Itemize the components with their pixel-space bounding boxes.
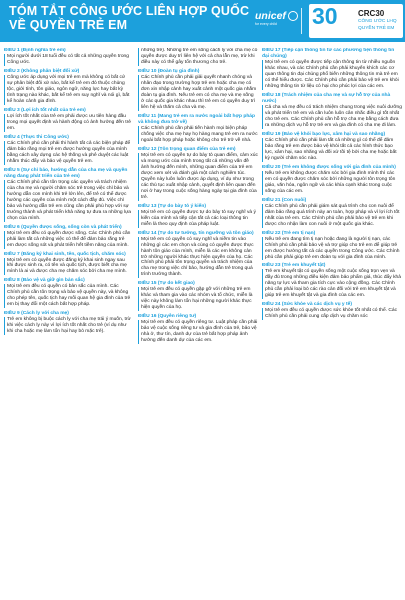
article-item: [4, 311, 132, 335]
article-text: Mọi trẻ em có quyền tự do bày tỏ quan điểm, cảm xúc và mong ước của mình trong tất cả những vấn đề ảnh hưởng đến mình, những quan điểm của trẻ em được xem xét và đánh giá một cách nghiêm túc. Quyền này luôn luôn được áp dụng, ví dụ như trong các thủ tục xuất nhập cảnh, quyết định liên quan đến nơi ở hay trong cuộc sống hàng ngày tại gia đình của trẻ.: [138, 153, 258, 201]
globe-icon: [288, 11, 298, 21]
article-text: Các Chính phủ cần phải tiến hành mọi biện pháp chống việc cha mẹ hay họ hàng mang trẻ em ra nước ngoài bất hợp pháp hoặc không cho trẻ trở về nhà.: [138, 126, 258, 144]
article-text: Mọi trẻ em có quyền có suy nghĩ và niềm tin vào những gì các em chọn và cùng có quyền được thực hành tôn giáo của mình, miễn là các em không cản trở những người khác thực hiện quyền của họ. Các Chính phủ phải tôn trọng quyền và trách nhiệm của cha mẹ trong việc chỉ bảo, hướng dẫn trẻ trong quá trình trưởng thành.: [138, 237, 258, 279]
article-item: [4, 278, 132, 308]
article-text: Mọi trẻ em đều có quyền gặp gỡ với những trẻ em khác và tham gia vào các nhóm và tổ chức, miễn là việc này không làm tổn hại những người khác thực hiện quyền của họ.: [138, 287, 258, 311]
article-text: Mọi trẻ em có quyền được tiếp cận thông tin từ nhiều nguồn khác nhau, và các Chính phủ cần phải khuyến khích các cơ quan thông tin đại chúng phổ biến những thông tin mà trẻ em có thể hiểu được. Các Chính phủ cần phải bảo vệ trẻ em khỏi những thông tin từ liệu có hại cho phúc lợi của các em.: [262, 60, 402, 90]
article-text: Mọi trẻ em có quyền được tự do bày tỏ suy nghĩ và ý kiến của mình và tiếp cận tất cả các loại thông tin miễn là theo quy định của pháp luật.: [138, 210, 258, 228]
logo-divider: [301, 8, 302, 34]
article-item: [138, 281, 258, 311]
crc-subtitle-1: CÔNG ƯỚC LHQ: [358, 19, 397, 24]
article-title: ĐIỀU 4 (Thực thi Công ước): [4, 134, 69, 140]
article-text: Nếu trẻ em đang tìm tị nạn hoặc đang là người tị nạn, các Chính phủ cần phải bảo vệ và trợ giúp cho trẻ em để giúp trẻ em được hưởng tất cả các quyền trong Công ước. Các Chính phủ cần phải giúp trẻ em đoàn tụ với gia đình của mình.: [262, 237, 402, 261]
article-title: ĐIỀU 16 (Quyền riêng tư): [138, 314, 197, 320]
article-title: ĐIỀU 15 (Tự do kết giao): [138, 281, 195, 287]
article-title: ĐIỀU 19 (Bảo vệ khỏi bạo lực, xâm hại và sao nhãng): [262, 131, 386, 137]
article-text: Trẻ em không bị buộc cách ly với cha mẹ trái ý muốn, trừ khi việc cách ly này vì lợi ích tốt nhất cho trẻ (ví dụ như khi cha hoặc mẹ làm tổn hại hay bỏ mặc trẻ).: [4, 317, 132, 335]
article-title: ĐIỀU 23 (Trẻ em khuyết tật): [262, 263, 326, 269]
unicef-logo: [255, 10, 298, 26]
article-item: [4, 48, 132, 66]
article-item: [262, 231, 402, 261]
article-text: Các Chính phủ cần tôn trọng các quyền và trách nhiệm của cha mẹ và người chăm sóc trẻ trong việc chỉ bảo và hướng dẫn con mình khi trẻ lớn lên, để trẻ có thể được hưởng các quyền của mình một cách đầy đủ. Việc chỉ bảo và hướng dẫn trẻ em cũng cần phải phù hợp với sự trưởng thành và phát triển khả năng tự đưa ra những lựa chọn của mình.: [4, 180, 132, 222]
article-text: Mọi trẻ em có quyền được đăng ký khai sinh ngay sau khi được sinh ra, có tên và quốc tịch, được biết cha mẹ mình là ai và được cha mẹ chăm sóc bởi cha mẹ mình.: [4, 258, 132, 276]
article-title: ĐIỀU 22 (Trẻ em tị nạn): [262, 230, 316, 236]
articles-column-1: [4, 48, 132, 598]
article-item: [138, 48, 258, 66]
article-text: Mọi người dưới 18 tuổi đều có tất cả những quyền trong Công ước.: [4, 54, 132, 66]
article-title: ĐIỀU 2 (Không phân biệt đối xử): [4, 68, 80, 74]
article-item: [262, 48, 402, 90]
articles-column-2: [138, 48, 258, 598]
article-item: [262, 132, 402, 162]
article-title: ĐIỀU 18 (Trách nhiệm của cha mẹ và sự hỗ trợ của nhà nước): [262, 92, 391, 104]
article-text: Lợi ích tốt nhất của trẻ em phải được ưu tiên hàng đầu trong mọi quyết định và hành động có ảnh hưởng đến trẻ em.: [4, 114, 132, 132]
article-text: Các Chính phủ cần phải làm tất cả những gì có thể để đảm bảo rằng trẻ em được bảo vệ khỏi tất cả các hình thức bạo lực, xâm hại, sao nhãng và đối xử tồi tệ bởi cha mẹ hoặc bất kỳ người chăm sóc nào.: [262, 138, 402, 162]
article-item: [138, 314, 258, 344]
article-title: ĐIỀU 17 (Tiếp cận thông tin từ các phương tiện thông tin đại chúng): [262, 48, 395, 59]
unicef-tagline: for every child: [255, 22, 277, 26]
article-title: ĐIỀU 13 (Tự do bày tỏ ý kiến): [138, 203, 206, 209]
article-text: Các Chính phủ cần phải thi hành tất cả các biện pháp để đảm bảo rằng mọi trẻ em được hưởng quyền của mình bằng cách xây dựng các hệ thống và phê duyệt các luật nhằm thúc đẩy và bảo vệ quyền trẻ em.: [4, 141, 132, 165]
page-title: [9, 4, 249, 32]
article-item: [138, 204, 258, 228]
title-line-1: TÓM TẮT CÔNG ƯỚC LIÊN HỢP QUỐC: [9, 4, 250, 18]
article-item: [138, 69, 258, 111]
article-text: Các Chính phủ cần phải giám sát quá trình cho con nuôi để đảm bảo rằng quá trình này an toàn, hợp pháp và vì lợi ích tốt nhất của trẻ em. Các Chính phủ cần phải bảo vệ trẻ em khi được cho nhận làm con nuôi ở một quốc gia khác.: [262, 204, 402, 228]
article-text: Các Chính phủ cần phải giải quyết nhanh chóng và nhân đạo trong trường hợp trẻ em hoặc cha mẹ có đơn xin nhập cảnh hay xuất cảnh một quốc gia nhằm đoàn tụ gia đình. Nếu trẻ em có cha mẹ và mẹ sống ở các quốc gia khác nhau thì trẻ em có quyền duy trì liên hệ và thăm cả cha và mẹ.: [138, 75, 258, 111]
article-item: [262, 302, 402, 320]
article-item: [138, 231, 258, 279]
article-title: ĐIỀU 3 (Lợi ích tốt nhất của trẻ em): [4, 107, 86, 113]
article-title: ĐIỀU 12 (Tôn trọng quan điểm của trẻ em): [138, 146, 236, 152]
article-item: [262, 263, 402, 299]
article-text: Trẻ em khuyết tật có quyền sống một cuộc sống trọn vẹn và đầy đủ trong những điều kiện đảm bảo phẩm giá, thúc đẩy khả năng tự lực và tham gia tích cực vào cộng đồng. Các Chính phủ cần phải loại bỏ các rào cản đối với trẻ em khuyết tật và giúp trẻ em khuyết tật và gia đình của các em.: [262, 269, 402, 299]
article-text: Mọi trẻ em đều có quyền có bản sắc của mình. Các Chính phủ cần tôn trọng và bảo vệ quyền này, và không cho phép tên, quốc tịch hay mối quan hệ gia đình của trẻ em bị thay đổi một cách bất hợp pháp.: [4, 284, 132, 308]
crc-badge: CRC30: [358, 9, 385, 18]
article-title: ĐIỀU 7 (Đăng ký khai sinh, tên, quốc tịch, chăm sóc): [4, 251, 126, 257]
article-text: những trẻ). Những trẻ em sống cách ly với cha mẹ có quyền được duy trì liên hệ với cả cha lẫn mẹ, trừ khi điều này có thể gây tổn thương cho trẻ.: [138, 48, 258, 66]
article-title: ĐIỀU 24 (Sức khỏe và các dịch vụ y tế): [262, 302, 352, 308]
article-title: ĐIỀU 6 (Quyền được sống, sống còn và phát triển): [4, 224, 122, 230]
article-title: ĐIỀU 21 (Con nuôi): [262, 197, 307, 203]
article-text: Công ước áp dụng với mọi trẻ em mà không có bất cứ sự phân biệt đối xử nào, bất kể trẻ em đó thuộc chủng tộc, giới tính, tôn giáo, ngôn ngữ, năng lực hay bất kỳ tình trạng nào khác, bất kể trẻ em suy nghĩ và nói gì, bất kể hoàn cảnh gia đình.: [4, 75, 132, 105]
crc30-logo: [309, 4, 403, 38]
article-item: [262, 165, 402, 195]
article-title: ĐIỀU 14 (Tự do tư tưởng, tín ngưỡng và tôn giáo): [138, 230, 254, 236]
article-title: ĐIỀU 1 (Định nghĩa trẻ em): [4, 48, 66, 53]
articles-column-3: [262, 48, 402, 598]
article-title: ĐIỀU 10 (Đoàn tụ gia đình): [138, 68, 200, 74]
article-title: ĐIỀU 8 (Bảo vệ và giữ gìn bản sắc): [4, 278, 85, 284]
article-title: ĐIỀU 5 (Sự chỉ bảo, hướng dẫn của cha mẹ và quyền năng đang phát triển của trẻ em): [4, 167, 128, 179]
article-item: [262, 198, 402, 228]
article-text: Nếu trẻ em không được chăm sóc bởi gia đình mình thì các em có quyền được chăm sóc bởi những người tôn trọng tôn giáo, văn hóa, ngôn ngữ và các khía cạnh khác trong cuộc sống của các em.: [262, 171, 402, 195]
article-item: [4, 252, 132, 276]
article-text: Cả cha và mẹ đều có trách nhiệm chung trong việc nuôi dưỡng và phát triển trẻ em và cần luôn luôn cân nhắc điều gì tốt nhất cho trẻ em. Các Chính phủ cần hỗ trợ cha mẹ bằng cách đưa ra những dịch vụ hỗ trợ trẻ em và gia đình có cha mẹ đi làm.: [262, 105, 402, 129]
article-item: [4, 135, 132, 165]
article-item: [4, 168, 132, 222]
crc-anniversary-number: 30: [312, 3, 338, 29]
header-banner: [0, 0, 405, 42]
article-item: [4, 108, 132, 132]
article-item: [262, 93, 402, 129]
article-text: Mọi trẻ em đều có quyền được sức khỏe tốt nhất có thể. Các Chính phủ cần phải cung cấp dịch vụ chăm sóc: [262, 308, 402, 320]
unicef-wordmark: unicef: [255, 10, 286, 22]
article-text: Mọi trẻ em đều có quyền được sống. Các Chính phủ cần phải làm tất cả những việc có thể để đảm bảo rằng trẻ em được sống sót và phát triển hết tiềm năng của mình.: [4, 231, 132, 249]
article-title: ĐIỀU 11 (Mang trẻ em ra nước ngoài bất hợp pháp và không đưa trở về): [138, 113, 256, 125]
article-item: [4, 69, 132, 105]
article-item: [138, 147, 258, 201]
crc-subtitle-2: QUYỀN TRẺ EM: [358, 26, 395, 31]
article-title: ĐIỀU 20 (Trẻ em không được sống với gia đình của mình): [262, 164, 396, 170]
article-item: [4, 225, 132, 249]
article-title: ĐIỀU 9 (Cách ly với cha mẹ): [4, 311, 69, 317]
article-item: [138, 114, 258, 144]
article-text: Mọi trẻ em đều có quyền riêng tư. Luật pháp cần phải bảo vệ cuộc sống riêng tư và gia đình của trẻ, bảo vệ nhà ở, thư tín, danh dự của trẻ bất hợp pháp ảnh hưởng đến danh dự của các em.: [138, 320, 258, 344]
title-line-2: VỀ QUYỀN TRẺ EM: [9, 18, 128, 32]
